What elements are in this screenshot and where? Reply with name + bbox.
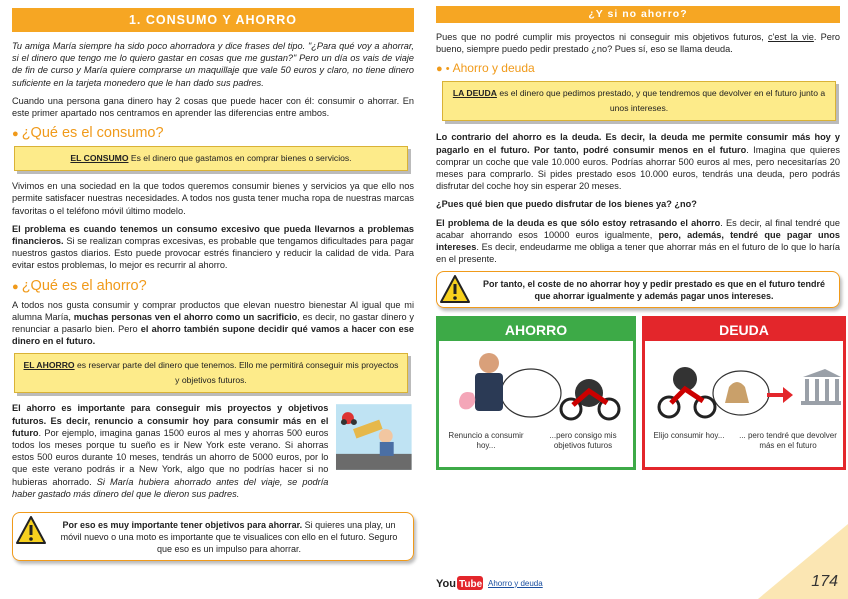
- ahorro-example-paragraph: El ahorro es importante para conseguir mis proyectos y objetivos futuros. Es decir, renuncio a consumir hoy para consumir más en el futuro. Por ejemplo, imagina ganas 1500 euros al mes y ahorras 500 euros todos los meses porque tu sueño es ir New York este verano. Si ahorras estos 500 euros durante 10 meses, tendrás un ahorro de 5000 euros, por lo que este verano podrás ir a New York, algo que no podrías hacer si no hubieras ahorrado. Si María hubiera ahorrado antes del viaje, se podría haber gastado más dinero del que le dieron sus padres.: [12, 403, 329, 499]
- objetivos-alert-box: Por eso es muy importante tener objetivos para ahorrar. Si quieres una play, un móvil nuevo o una moto es importante que te visualices con ello en el futuro. Seguro que eso es un impulso para ahorrar.: [12, 512, 414, 561]
- ahorro-heading: ● ¿Qué es el ahorro?: [12, 277, 147, 294]
- deuda-illustration-icon: [645, 343, 843, 443]
- ahorro-deuda-infographic: [436, 316, 846, 470]
- caption-devolver: ... pero tendré que devolver más en el futuro: [739, 431, 837, 451]
- warning-icon: [15, 515, 47, 545]
- intro-paragraph: Tu amiga María siempre ha sido poco ahorradora y dice frases del tipo. "¿Para qué voy a ahorrar, si el dinero que tengo me lo quiero gastar en cosas que me gustan?" Pero un día os vais de viaje de fin de curso y María quiere comprarse un maquillaje que vale 50 euros y claro, no tiene dinero suficiente en la tarjeta monedero que le han dado sus padres.: [12, 41, 414, 88]
- coste-alert-box: Por tanto, el coste de no ahorrar hoy y pedir prestado es que en el futuro tendré que ahorrar igualmente y además pagar unos intereses.: [436, 271, 840, 308]
- problema-deuda-paragraph: El problema de la deuda es que sólo estoy retrasando el ahorro. Es decir, al final tendré que acabar ahorrando esos 10000 euros igualmente, pero, además, tendré que pagar unos intereses. Es decir, endeudarme me obliga a tener que ahorrar más en el futuro de lo que lo haría en el presente.: [436, 217, 841, 265]
- page-number: 174: [811, 573, 838, 590]
- ahorro-panel: [436, 316, 636, 470]
- svg-text:Tube: Tube: [459, 579, 483, 590]
- problema-paragraph: El problema es cuando tenemos un consumo excesivo que pueda llevarnos a problemas financieros. Si se realizan compras excesivas, es probable que tengamos dificultades para pagar nuestros gastos diarios. Esto puede provocar estrés financiero y reducir la calidad de vida. Para evitar estos problemas, lo mejor es recurrir al ahorro.: [12, 223, 414, 271]
- telescope-illustration-icon: [334, 402, 414, 472]
- bullet-icon: ●: [12, 128, 22, 141]
- bullet-icon: ●: [12, 280, 22, 293]
- deuda-panel-title: DEUDA: [645, 319, 843, 341]
- right-page: [424, 0, 848, 599]
- footer-video-link[interactable]: [436, 575, 543, 591]
- consumo-definition-box: EL CONSUMO Es el dinero que gastamos en comprar bienes o servicios.: [14, 146, 408, 171]
- ahorro-deuda-heading: ● • Ahorro y deuda: [436, 61, 535, 76]
- deuda-paragraph: Lo contrario del ahorro es la deuda. Es decir, la deuda me permite consumir más hoy y pagarlo en el futuro. Por tanto, podré consumir menos en el futuro. Imagina que quieres comprar un coche que vale 10.000 euros. Podrías ahorrar 500 euros al mes, pero necesitarías 20 meses para comprarlo. Si pides prestado esos 10.000 euros, tendrás una deuda, pero podrás disfrutar del coche hoy sin esperar 20 meses.: [436, 132, 841, 192]
- consumo-ahorro-paragraph: Cuando una persona gana dinero hay 2 cosas que puede hacer con él: consumir o ahorrar. En este primer apartado nos centramos en aprender las diferencias entre ambos.: [12, 95, 414, 119]
- ahorro-illustration-icon: [439, 343, 633, 443]
- caption-renuncio: Renuncio a consumir hoy...: [448, 431, 524, 451]
- no-ahorro-paragraph: Pues que no podré cumplir mis proyectos ni conseguir mis objetivos futuros, c'est la vie. Pero bueno, siempre puedo pedir prestado ¿no? Pues sí, eso se llama deuda.: [436, 32, 840, 55]
- deuda-panel: [642, 316, 846, 470]
- footer-link-text[interactable]: Ahorro y deuda: [488, 578, 543, 588]
- ahorro-example-row: [12, 402, 414, 506]
- consumo-paragraph: Vivimos en una sociedad en la que todos queremos consumir bienes y servicios ya que ello nos permite satisfacer nuestras necesidades. A todos nos gusta tener mucha ropa de nuestras marcas favoritas o el teléfono móvil último modelo.: [12, 181, 414, 216]
- consumo-heading: ● ¿Qué es el consumo?: [12, 125, 164, 142]
- caption-objetivos: ...pero consigo mis objetivos futuros: [549, 431, 617, 451]
- bullet-icon: ● •: [436, 63, 453, 76]
- caption-elijo-consumir: Elijo consumir hoy...: [653, 431, 725, 441]
- section-title: ¿Y si no ahorro?: [436, 6, 840, 23]
- question-paragraph: ¿Pues qué bien que puedo disfrutar de los bienes ya? ¿no?: [436, 199, 697, 210]
- deuda-definition-box: LA DEUDA es el dinero que pedimos prestado, y que tendremos que devolver en el futuro junto a unos intereses.: [442, 81, 836, 121]
- section-title: 1. CONSUMO Y AHORRO: [12, 8, 414, 32]
- youtube-logo-icon: [436, 575, 484, 591]
- ahorro-panel-title: AHORRO: [439, 319, 633, 341]
- warning-icon: [439, 274, 471, 304]
- svg-text:You: You: [436, 578, 456, 590]
- ahorro-definition-box: EL AHORRO es reservar parte del dinero que tenemos. Ello me permitirá conseguir mis proyectos y objetivos futuros.: [14, 353, 408, 393]
- ahorro-paragraph: A todos nos gusta consumir y comprar productos que elevan nuestro bienestar Al igual que mi alumna María, muchas personas ven el ahorro como un sacrificio, es decir, no gastar dinero y renunciar a pasarlo bien. Pero el ahorro también supone decidir qué vamos a hacer con ese dinero en el futuro.: [12, 299, 414, 347]
